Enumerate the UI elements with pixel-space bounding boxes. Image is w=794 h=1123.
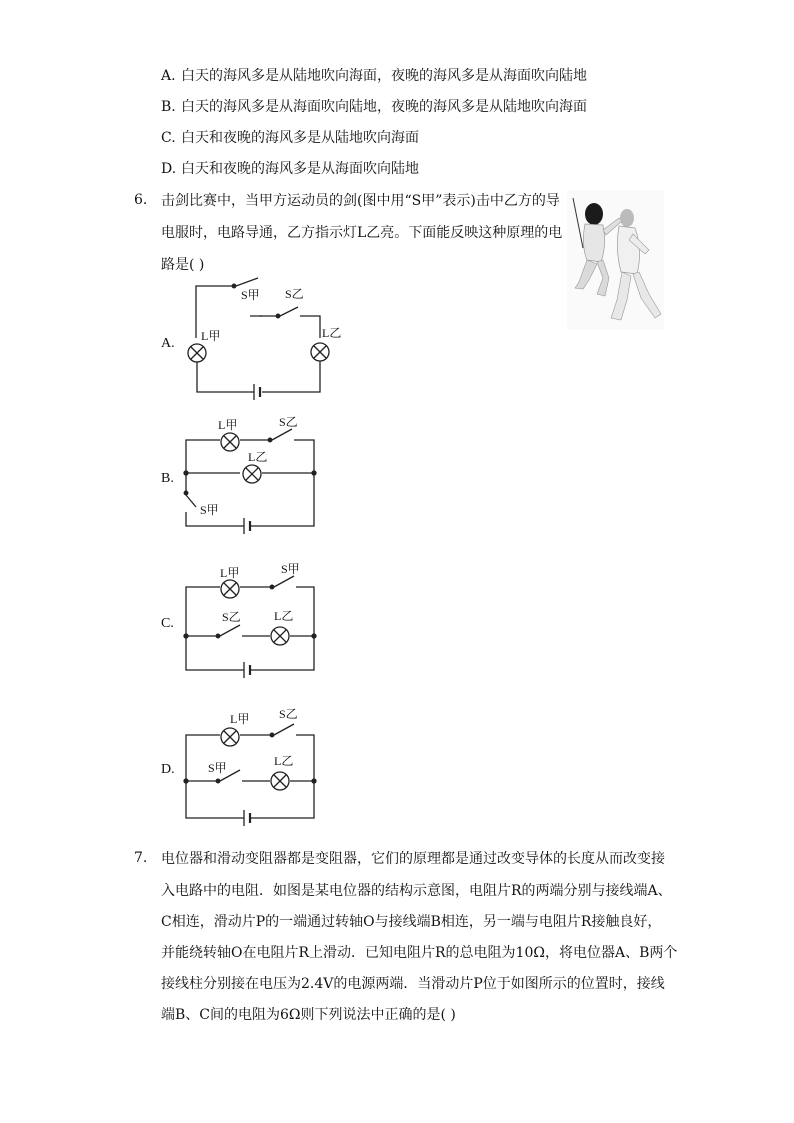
label-l-yi: L乙 (274, 754, 294, 768)
q7-stem-line-6: 端B、C间的电阻为6Ω则下列说法中正确的是( ) (161, 1007, 456, 1023)
option-letter: B. (161, 99, 176, 115)
option-letter: A. (161, 68, 176, 84)
circuit-c (184, 576, 316, 678)
q7-stem-line-1: 电位器和滑动变阻器都是变阻器，它们的原理都是通过改变导体的长度从而改变接 (161, 851, 665, 867)
q7-stem-line-4: 并能绕转轴O在电阻片R上滑动．已知电阻片R的总电阻为10Ω，将电位器A、B两个 (161, 945, 678, 961)
q7-number: 7. (134, 850, 148, 866)
label-l-jia: L甲 (218, 418, 238, 432)
label-s-yi: S乙 (285, 287, 304, 301)
q6-number: 6. (134, 192, 148, 208)
label-s-yi: S乙 (279, 415, 298, 429)
q6-option-b-letter: B. (161, 471, 174, 486)
q6-stem-line-2: 电服时，电路导通，乙方指示灯L乙亮。下面能反映这种原理的电 (161, 225, 563, 241)
option-text: 白天和夜晚的海风多是从海面吹向陆地 (181, 161, 419, 177)
label-l-yi: L乙 (274, 609, 294, 623)
option-letter: D. (161, 161, 177, 177)
label-s-jia: S甲 (281, 562, 300, 576)
circuit-b (184, 429, 316, 534)
label-l-jia: L甲 (201, 329, 221, 343)
q6-stem-line-1: 击剑比赛中，当甲方运动员的剑(图中用“S甲”表示)击中乙方的导 (161, 193, 560, 209)
q6-option-c-letter: C. (161, 616, 174, 631)
label-l-jia: L甲 (220, 566, 240, 580)
label-l-jia: L甲 (230, 712, 250, 726)
q6-option-a-letter: A. (161, 336, 175, 351)
q7-stem-line-3: C相连，滑动片P的一端通过转轴O与接线端B相连，另一端与电阻片R接触良好， (161, 914, 662, 930)
q6-stem-line-3: 路是( ) (161, 257, 205, 273)
label-s-jia: S甲 (208, 761, 227, 775)
option-text: 白天的海风多是从海面吹向陆地，夜晚的海风多是从陆地吹向海面 (181, 99, 587, 115)
q7-stem-line-5: 接线柱分别接在电压为2.4V的电源两端．当滑动片P位于如图所示的位置时，接线 (161, 976, 665, 992)
label-l-yi: L乙 (248, 450, 268, 464)
circuit-d (184, 724, 316, 826)
label-s-jia: S甲 (241, 288, 260, 302)
option-letter: C. (161, 130, 176, 146)
option-text: 白天的海风多是从陆地吹向海面，夜晚的海风多是从海面吹向陆地 (181, 68, 587, 84)
label-s-yi: S乙 (222, 610, 241, 624)
label-l-yi: L乙 (322, 326, 342, 340)
q6-option-d-letter: D. (161, 762, 175, 777)
label-s-yi: S乙 (279, 707, 298, 721)
option-text: 白天和夜晚的海风多是从陆地吹向海面 (181, 130, 419, 146)
q7-stem-line-2: 入电路中的电阻．如图是某电位器的结构示意图，电阻片R的两端分别与接线端A、 (161, 883, 672, 899)
label-s-jia: S甲 (200, 503, 219, 517)
